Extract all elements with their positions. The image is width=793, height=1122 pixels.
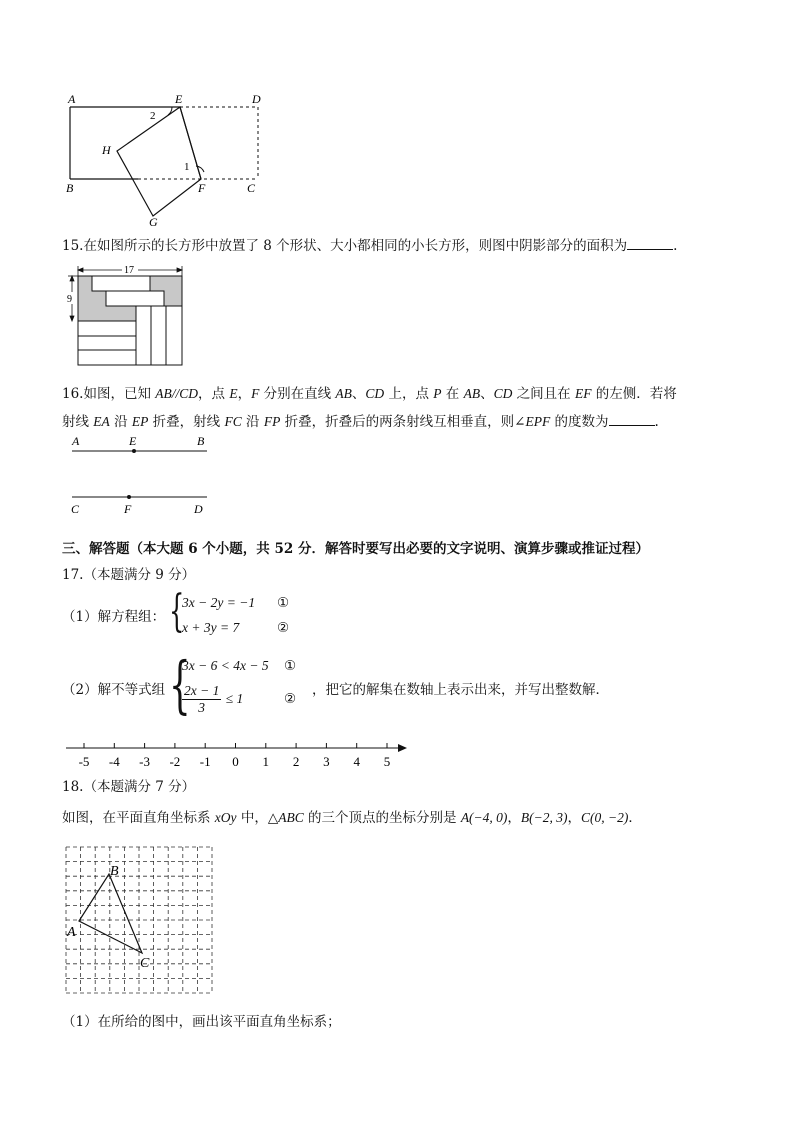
number-line-label: 3 — [323, 754, 330, 769]
height-label: 9 — [67, 294, 72, 305]
label-B: B — [66, 181, 74, 195]
q15-answer-blank[interactable] — [627, 236, 673, 250]
number-line-arrow — [398, 744, 407, 752]
label-D: D — [252, 92, 261, 106]
fraction: $\frac{2x - 1}{3}$ — [184, 683, 220, 715]
label-B: B — [197, 434, 205, 448]
q17-part1-eq2: x + 3y = 7 — [182, 620, 240, 635]
q17-part1-mark1: ① — [277, 595, 290, 611]
point-e — [132, 449, 136, 453]
triangle-abc — [79, 874, 142, 953]
small-rect-top-2 — [106, 291, 164, 306]
number-line-label: 0 — [232, 754, 239, 769]
label-angle-1: 1 — [184, 161, 190, 173]
q16-line2: 射线 EA 沿 EP 折叠，射线 FC 沿 FP 折叠，折叠后的两条射线互相垂直，则∠EPF 的度数为 . — [62, 414, 659, 430]
q17-part2-brace: { — [169, 648, 191, 721]
number-line-label: -4 — [108, 754, 120, 769]
q18-part1: （1）在所给的图中，画出该平面直角坐标系； — [62, 1014, 341, 1030]
label-B: B — [110, 864, 119, 879]
angle-2-arc — [168, 107, 172, 115]
number-line-label: -1 — [199, 754, 211, 769]
q15-rectangle-figure — [62, 262, 192, 370]
q15-text: 15.在如图所示的长方形中放置了 8 个形状、大小都相同的小长方形，则图中阴影部分的面积为 . — [62, 238, 678, 254]
label-F: F — [198, 181, 206, 195]
q17-part2-tail: ，把它的解集在数轴上表示出来，并写出整数解． — [312, 682, 609, 698]
q17-part2-ineq1: 3x − 6 < 4x − 5 — [182, 658, 269, 673]
width-label: 17 — [124, 265, 134, 276]
label-C: C — [71, 502, 80, 516]
q17-part1-eq1: 3x − 2y = −1 — [182, 595, 256, 610]
number-line-label: 5 — [383, 754, 391, 769]
number-line-label: -5 — [78, 754, 90, 769]
q18-grid-figure — [62, 842, 234, 1000]
q18-header: 18.（本题满分 7 分） — [62, 779, 196, 795]
label-E: E — [175, 92, 183, 106]
q16-parallel-lines-figure — [62, 432, 222, 518]
section3-title: 三、解答题（本大题 6 个小题，共 52 分．解答时要写出必要的文字说明、演算步骤或推证过程） — [62, 541, 649, 557]
q16-line1: 16.如图，已知 AB//CD，点 E，F 分别在直线 AB、CD 上，点 P 在 AB、CD 之间且在 EF 的左侧．若将 — [62, 386, 677, 402]
q16-answer-blank[interactable] — [609, 412, 655, 426]
label-E: E — [129, 434, 137, 448]
fold-rectangle-figure — [60, 88, 280, 228]
small-rect-top-1 — [92, 276, 150, 291]
q17-part2-mark2: ② — [284, 691, 297, 707]
label-C: C — [247, 181, 256, 195]
q17-part2-mark1: ① — [284, 658, 297, 674]
label-A: A — [67, 925, 76, 940]
label-H: H — [102, 143, 111, 157]
number-line-label: 2 — [292, 754, 300, 769]
label-G: G — [149, 215, 158, 228]
label-A: A — [68, 92, 76, 106]
q17-header: 17.（本题满分 9 分） — [62, 567, 196, 583]
q17-part2-label: （2）解不等式组 — [62, 682, 166, 698]
label-C: C — [140, 956, 150, 971]
point-f — [127, 495, 131, 499]
label-F: F — [124, 502, 132, 516]
q17-part1-label: （1）解方程组： — [62, 609, 166, 625]
q17-part2-ineq2: $\frac{2x - 1}{3}$ ≤ 1 — [184, 683, 244, 715]
q18-intro: 如图，在平面直角坐标系 xOy 中，△ABC 的三个顶点的坐标分别是 A(−4, 0)，B(−2, 3)，C(0, −2)． — [62, 810, 642, 826]
q17-part1-brace: { — [169, 586, 185, 637]
number-line — [62, 738, 412, 772]
number-line-label: 1 — [262, 754, 270, 769]
label-A: A — [72, 434, 80, 448]
label-D: D — [194, 502, 203, 516]
q17-part1-mark2: ② — [277, 620, 290, 636]
number-line-label: -2 — [169, 754, 181, 769]
label-angle-2: 2 — [150, 110, 156, 122]
number-line-label: -3 — [139, 754, 151, 769]
number-line-label: 4 — [353, 754, 360, 769]
